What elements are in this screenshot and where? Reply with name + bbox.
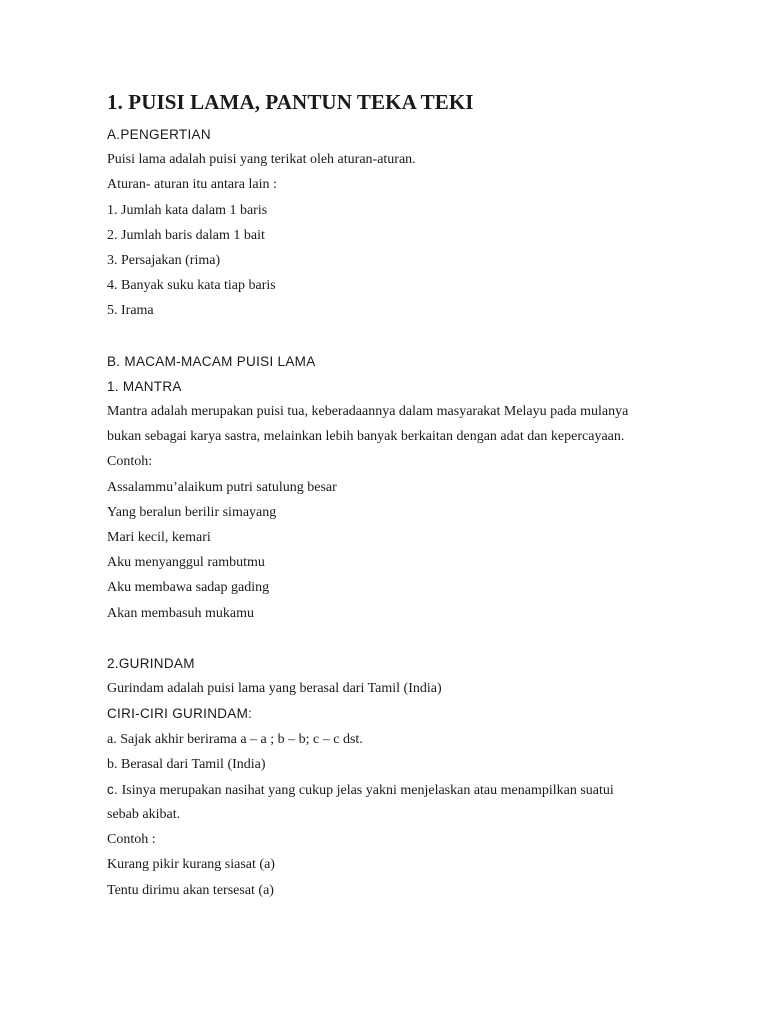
gurindam-characteristic-cont: sebab akibat. (107, 807, 181, 823)
section-b-heading: B. MACAM-MACAM PUISI LAMA (107, 353, 316, 369)
rule-item: 4. Banyak suku kata tiap baris (107, 278, 276, 294)
section-a-heading: A.PENGERTIAN (107, 127, 211, 142)
mantra-example-line: Aku menyanggul rambutmu (107, 555, 265, 571)
gurindam-characteristics-heading: CIRI-CIRI GURINDAM: (107, 706, 253, 722)
characteristic-c-text: Isinya merupakan nasihat yang cukup jelas yakni menjelaskan atau menampilkan suatui (118, 782, 614, 798)
gurindam-example-label: Contoh : (107, 832, 156, 848)
gurindam-description: Gurindam adalah puisi lama yang berasal dari Tamil (India) (107, 681, 442, 697)
gurindam-characteristic (107, 777, 707, 802)
spacer (107, 626, 707, 651)
mantra-description: bukan sebagai karya sastra, melainkan lebih banyak berkaitan dengan adat dan kepercayaan. (107, 429, 625, 445)
spacer (107, 324, 707, 349)
gurindam-characteristic: a. Sajak akhir berirama a – a ; b – b; c – c dst. (107, 731, 363, 747)
section-a-line: Aturan- aturan itu antara lain : (107, 177, 277, 193)
mantra-heading: 1. MANTRA (107, 378, 182, 394)
characteristic-c-prefix: c. (107, 781, 119, 797)
mantra-description: Mantra adalah merupakan puisi tua, keberadaannya dalam masyarakat Melayu pada mulanya (107, 404, 629, 420)
gurindam-example-line: Kurang pikir kurang siasat (a) (107, 857, 275, 873)
mantra-example-line: Mari kecil, kemari (107, 530, 211, 545)
mantra-example-line: Yang beralun berilir simayang (107, 504, 277, 520)
gurindam-heading: 2.GURINDAM (107, 655, 195, 671)
gurindam-example-line: Tentu dirimu akan tersesat (a) (107, 882, 274, 898)
section-a-line: Puisi lama adalah puisi yang terikat oleh aturan-aturan. (107, 152, 416, 168)
gurindam-characteristic: b. Berasal dari Tamil (India) (107, 756, 266, 772)
mantra-example-label: Contoh: (107, 454, 153, 470)
rule-item: 2. Jumlah baris dalam 1 bait (107, 227, 265, 243)
mantra-example-line: Assalammu’alaikum putri satulung besar (107, 479, 337, 495)
document-page (107, 88, 707, 903)
rule-item: 5. Irama (107, 303, 154, 319)
mantra-example-line: Aku membawa sadap gading (107, 580, 270, 596)
rule-item: 3. Persajakan (rima) (107, 252, 221, 268)
rule-item: 1. Jumlah kata dalam 1 baris (107, 202, 268, 218)
document-title: 1. PUISI LAMA, PANTUN TEKA TEKI (107, 90, 474, 114)
mantra-example-line: Akan membasuh mukamu (107, 605, 254, 621)
